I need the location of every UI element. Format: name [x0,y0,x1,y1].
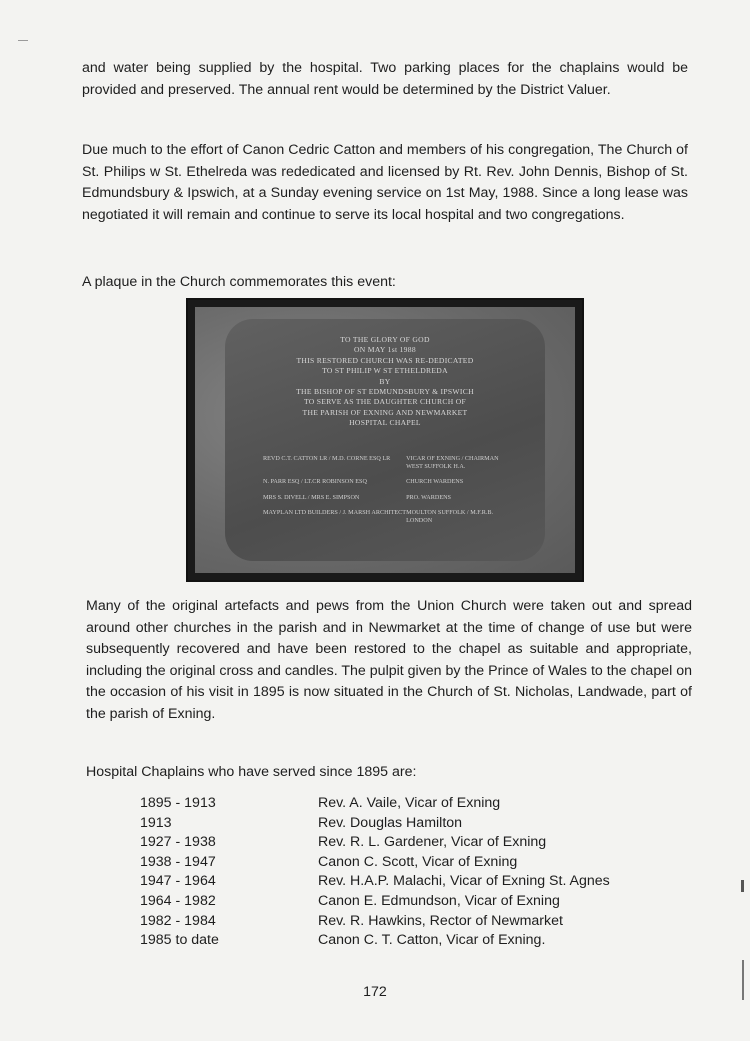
plaque-name-left: MAYPLAN LTD BUILDERS / J. MARSH ARCHITECT [263,508,407,516]
plaque-name-row [263,494,511,502]
scan-speck [18,40,28,41]
chaplain-name: Rev. R. Hawkins, Rector of Newmarket [318,912,563,929]
plaque-line: ON MAY 1st 1988 [354,345,416,355]
plaque-name-right: CHURCH WARDENS [406,478,464,486]
plaque-name-row [263,509,511,525]
plaque-name-right: MOULTON SUFFOLK / M.F.R.B. LONDON [406,508,494,525]
page-number: 172 [363,984,387,1000]
chaplains-list [140,794,610,951]
chaplain-years: 1913 [140,814,172,831]
chaplain-years: 1927 - 1938 [140,834,216,851]
chaplain-name: Canon C. Scott, Vicar of Exning [318,853,518,870]
chaplain-years: 1982 - 1984 [140,912,216,929]
chaplain-name: Rev. A. Vaile, Vicar of Exning [318,795,501,811]
paragraph-rededication: Due much to the effort of Canon Cedric Catton and members of his congregation, The Church of St. Philips w St. Ethelreda was rededicated and licensed by Rt. Rev. John Dennis, Bishop of St. Edmundsbury & Ipswich, at a Sunday evening service on 1st May, 1988. Since a long lease was negotiated it will remain and continue to serve its local hospital and two congregations. [82,142,688,223]
plaque-line: TO SERVE AS THE DAUGHTER CHURCH OF [303,397,467,407]
plaque-line: TO THE GLORY OF GOD [340,335,430,344]
chaplain-name: Rev. H.A.P. Malachi, Vicar of Exning St. Agnes [318,873,610,890]
chaplain-name: Rev. R. L. Gardener, Vicar of Exning [318,834,547,851]
chaplain-row [140,912,610,932]
plaque-photo [186,298,584,582]
plaque-plate [225,319,545,561]
paragraph-artefacts: Many of the original artefacts and pews from the Union Church were taken out and spread around other churches in the parish and in Newmarket at the time of change of use but were subsequently recovered and have been restored to the chapel as suitable and appropriate, including the original cross and candles. The pulpit given by the Prince of Wales to the chapel on the occasion of his visit in 1895 is now situated in the Church of St. Nicholas, Landwade, part of the parish of Exning. [86,598,692,722]
plaque-name-row [263,455,511,471]
plaque-background [195,307,575,573]
chaplain-years: 1985 to date [140,932,219,949]
paragraph-plaque-intro: A plaque in the Church commemorates this event: [82,274,396,290]
plaque-name-right: PRO. WARDENS [406,493,452,501]
chaplain-row [140,872,610,892]
scan-speck [741,880,744,892]
chaplain-row [140,853,610,873]
plaque-inscription [225,335,545,429]
paragraph-chaplains-intro: Hospital Chaplains who have served since 1895 are: [86,764,417,780]
chaplain-row [140,814,610,834]
plaque-name-left: REVD C.T. CATTON LR / M.D. CORNE ESQ LR [263,455,391,462]
chaplain-name: Rev. Douglas Hamilton [318,814,463,831]
paragraph-hospital-terms: and water being supplied by the hospital. Two parking places for the chaplains would be provided and preserved. The annual rent would be determined by the District Valuer. [82,60,688,98]
chaplain-name: Canon C. T. Catton, Vicar of Exning. [318,932,546,949]
chaplain-years: 1895 - 1913 [140,795,216,811]
chaplain-name: Canon E. Edmundson, Vicar of Exning [318,892,560,909]
chaplain-years: 1947 - 1964 [140,873,216,890]
plaque-name-left: N. PARR ESQ / LT.CR ROBINSON ESQ [263,478,367,486]
plaque-names [263,455,511,532]
plaque-name-row [263,478,511,486]
plaque-line: TO ST PHILIP W ST ETHELDREDA [322,366,448,376]
chaplain-row [140,931,610,951]
chaplain-row [140,794,610,814]
chaplain-row [140,892,610,912]
chaplain-years: 1938 - 1947 [140,853,216,870]
plaque-line: HOSPITAL CHAPEL [349,418,421,428]
plaque-name-right: VICAR OF EXNING / CHAIRMAN WEST SUFFOLK H.A. [406,455,499,471]
plaque-line: THIS RESTORED CHURCH WAS RE-DEDICATED [296,355,474,365]
chaplain-row [140,833,610,853]
plaque-line: THE PARISH OF EXNING AND NEWMARKET [302,407,468,417]
chaplain-years: 1964 - 1982 [140,892,216,909]
plaque-line: BY [379,376,391,386]
plaque-name-left: MRS S. DIVELL / MRS E. SIMPSON [263,493,360,501]
scan-speck [742,960,744,1000]
plaque-line: THE BISHOP OF ST EDMUNDSBURY & IPSWICH [296,387,474,397]
